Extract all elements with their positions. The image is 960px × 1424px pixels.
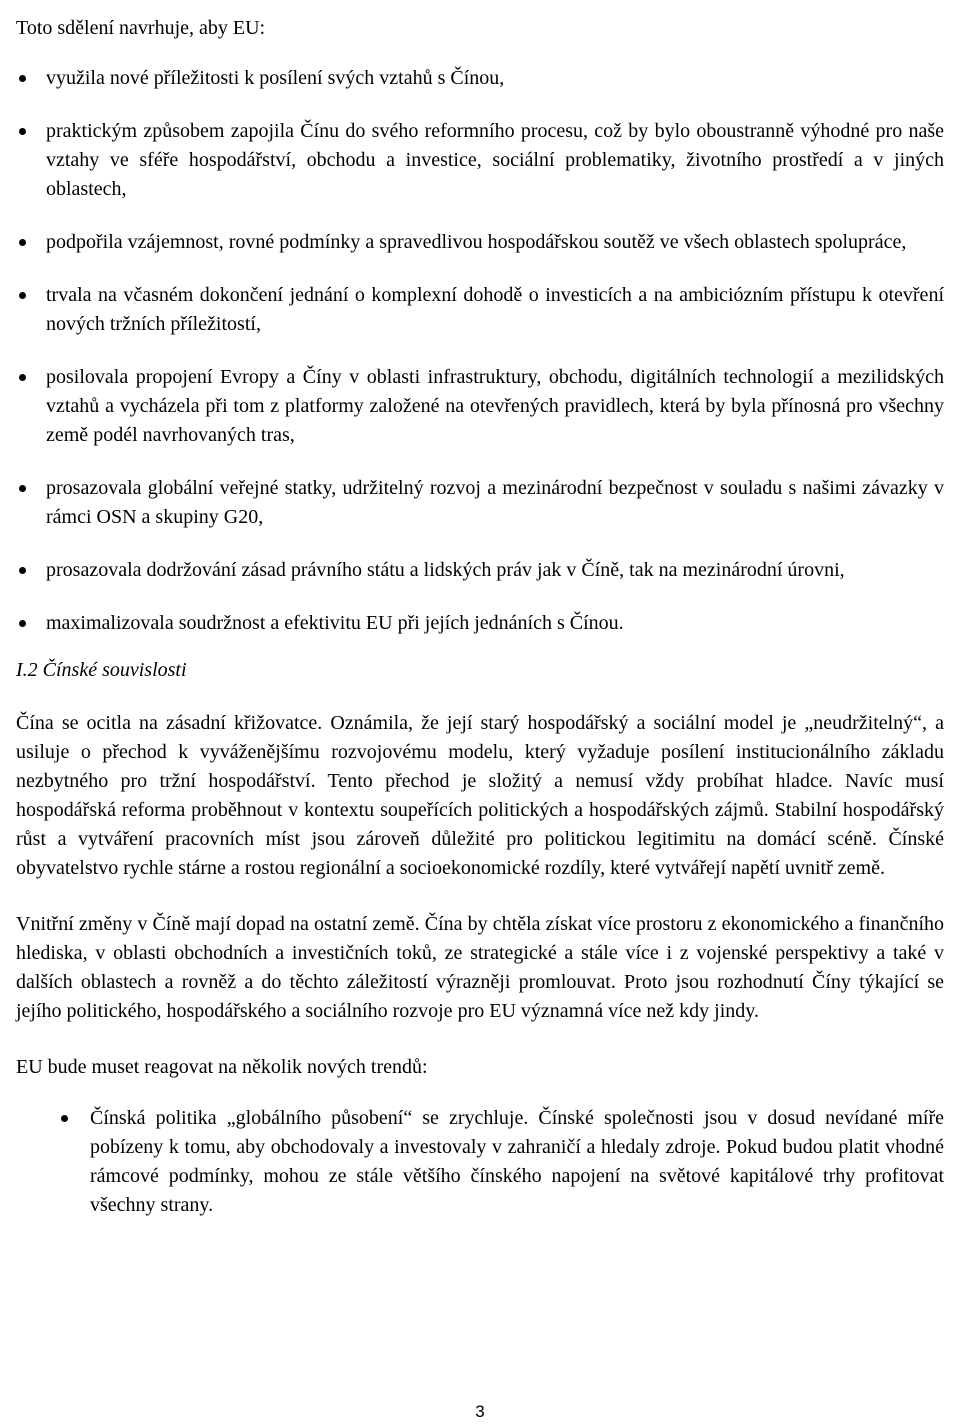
section-heading: I.2 Čínské souvislosti (16, 659, 187, 681)
list-item: prosazovala globální veřejné statky, udržitelný rozvoj a mezinárodní bezpečnost v souladu s našimi závazky v rámci OSN a skupiny G20, (16, 474, 944, 532)
list-item: prosazovala dodržování zásad právního státu a lidských práv jak v Číně, tak na mezinárodní úrovni, (16, 556, 944, 585)
trends-intro: EU bude muset reagovat na několik nových trendů: (16, 1056, 428, 1078)
paragraph: Čína se ocitla na zásadní křižovatce. Oznámila, že její starý hospodářský a sociální model je „neudržitelný“, a usiluje o přechod k vyváženějšímu rozvojovému modelu, který vyžaduje posílení institucionálního základu nezbytného pro tržní hospodářství. Tento přechod je složitý a nemusí vždy probíhat hladce. Navíc musí hospodářská reforma proběhnout v kontextu soupeřících politických a hospodářských zájmů. Stabilní hospodářský růst a vytváření pracovních míst jsou zároveň důležité pro politickou legitimitu na domácí scéně. Čínské obyvatelstvo rychle stárne a rostou regionální a socioekonomické rozdíly, které vytvářejí napětí uvnitř země. (16, 712, 944, 879)
document-page (16, 14, 944, 1220)
list-item: trvala na včasném dokončení jednání o komplexní dohodě o investicích a na ambiciózním přístupu k otevření nových tržních příležitostí, (16, 281, 944, 339)
list-item: praktickým způsobem zapojila Čínu do svého reformního procesu, což by bylo oboustranně výhodné pro naše vztahy ve sféře hospodářství, obchodu a investice, sociální problematiky, životního prostředí a v jiných oblastech, (16, 117, 944, 204)
list-item: Čínská politika „globálního působení“ se zrychluje. Čínské společnosti jsou v dosud nevídané míře pobízeny k tomu, aby obchodovaly a investovaly v zahraničí a hledaly zdroje. Pokud budou platit vhodné rámcové podmínky, mohou ze stále většího čínského napojení na světové kapitálové trhy profitovat všechny strany. (16, 1104, 944, 1220)
intro-text: Toto sdělení navrhuje, aby EU: (16, 17, 266, 39)
paragraph: Vnitřní změny v Číně mají dopad na ostatní země. Čína by chtěla získat více prostoru z ekonomického a finančního hlediska, v oblasti obchodních a investičních toků, ze strategické a stále více i z vojenské perspektivy a také v dalších oblastech a rovněž a do těchto záležitostí výrazněji promlouvat. Proto jsou rozhodnutí Číny týkající se jejího politického, hospodářského a sociálního rozvoje pro EU významná více než kdy jindy. (16, 913, 944, 1022)
list-item: využila nové příležitosti k posílení svých vztahů s Čínou, (16, 64, 944, 93)
list-item: maximalizovala soudržnost a efektivitu EU při jejích jednáních s Čínou. (16, 609, 944, 638)
page-number: 3 (475, 1402, 485, 1421)
list-item: podpořila vzájemnost, rovné podmínky a spravedlivou hospodářskou soutěž ve všech oblastech spolupráce, (16, 228, 944, 257)
trend-list (16, 1104, 944, 1220)
list-item: posilovala propojení Evropy a Číny v oblasti infrastruktury, obchodu, digitálních technologií a mezilidských vztahů a vycházela při tom z platformy založené na otevřených pravidlech, která by byla přínosná pro všechny země podél navrhovaných tras, (16, 363, 944, 450)
proposal-list (16, 64, 944, 638)
